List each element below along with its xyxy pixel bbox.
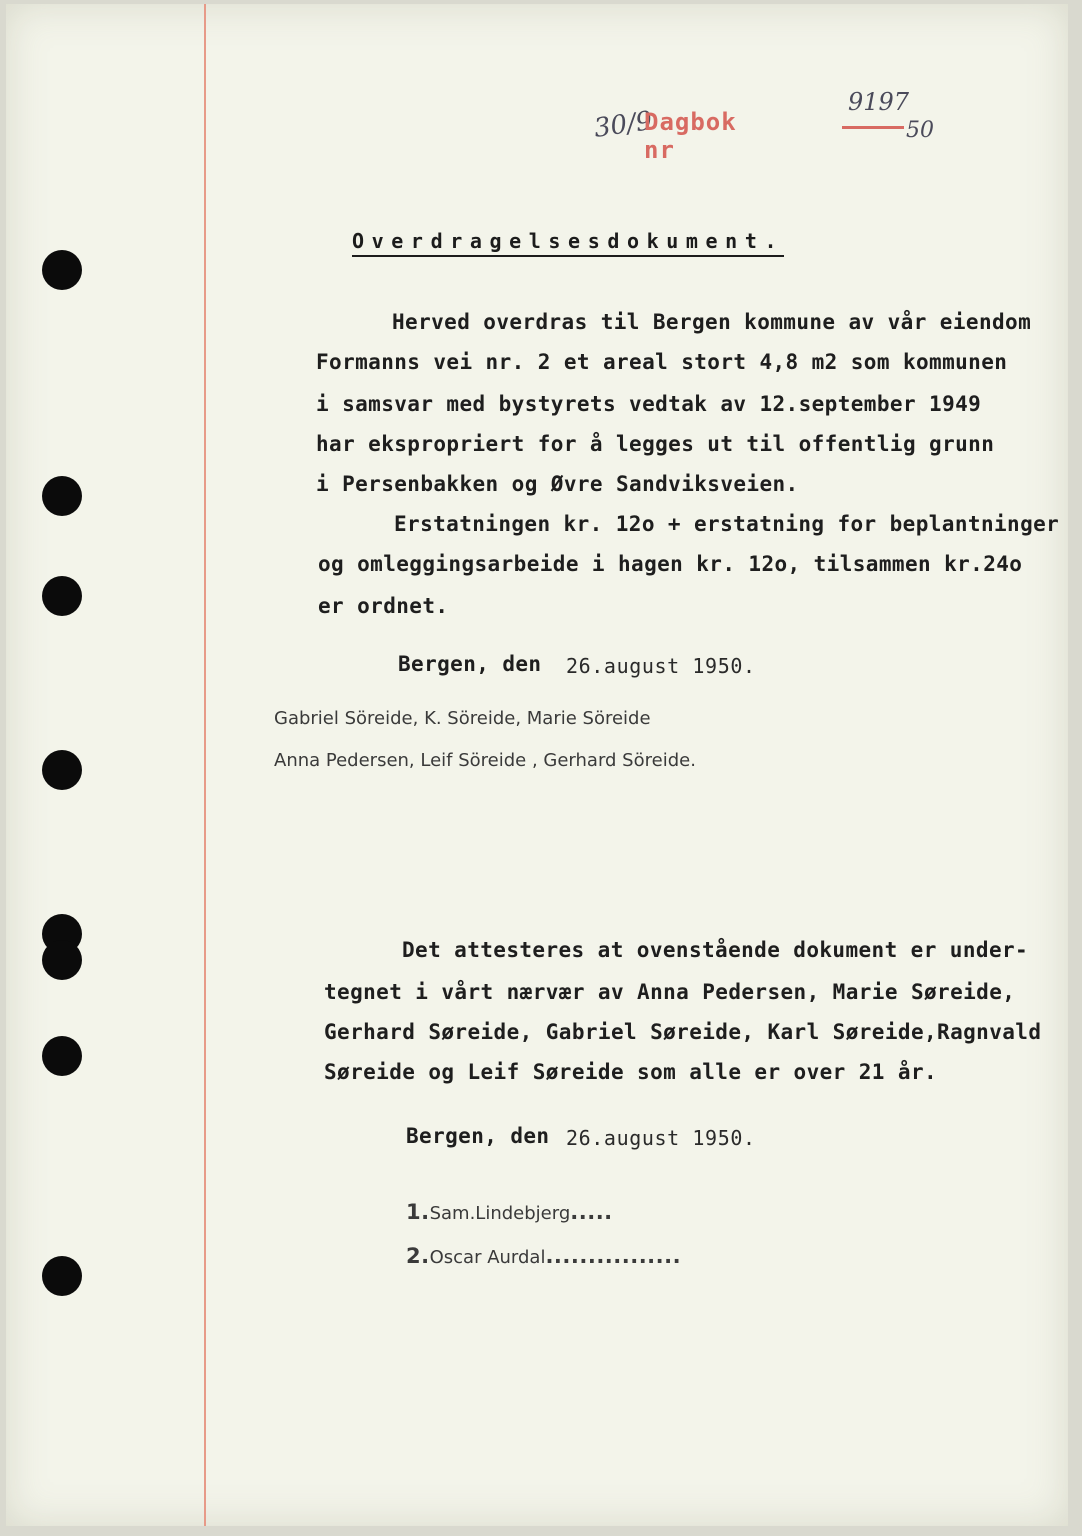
witness-line-2	[406, 1244, 681, 1268]
punch-hole	[42, 750, 82, 790]
witness-number: 2.	[406, 1244, 430, 1268]
punch-hole	[42, 1256, 82, 1296]
body-line: Herved overdras til Bergen kommune av vår eiendom	[392, 310, 1032, 334]
body-line: er ordnet.	[318, 594, 449, 618]
punch-hole	[42, 476, 82, 516]
signatory-line: Anna Pedersen, Leif Söreide , Gerhard Söreide.	[274, 750, 696, 771]
body-line: Erstatningen kr. 12o + erstatning for beplantninger	[394, 512, 1060, 536]
body-line: og omleggingsarbeide i hagen kr. 12o, tilsammen kr.24o	[318, 552, 1023, 576]
attestation-line: Det attesteres at ovenstående dokument er under-	[402, 938, 1029, 962]
witness-signature: Sam.Lindebjerg	[429, 1203, 571, 1224]
margin-rule	[204, 4, 206, 1526]
place-date-value: 26.august 1950.	[566, 654, 756, 678]
witness-number: 1.	[406, 1200, 430, 1224]
signature-dots: ................	[545, 1244, 682, 1268]
stamp-handwritten-date: 30/9	[592, 106, 655, 144]
punch-hole	[42, 1036, 82, 1076]
stamp-fraction-bar	[842, 126, 904, 129]
place-date-prefix: Bergen, den	[398, 652, 542, 676]
body-line: Formanns vei nr. 2 et areal stort 4,8 m2 som kommunen	[316, 350, 1008, 374]
document-title: Overdragelsesdokument.	[352, 229, 784, 257]
document-page	[6, 4, 1068, 1526]
punch-hole	[42, 250, 82, 290]
body-line: i Persenbakken og Øvre Sandviksveien.	[316, 472, 799, 496]
attestation-place-date-prefix: Bergen, den	[406, 1124, 550, 1148]
stamp-number: 9197	[848, 88, 910, 116]
attestation-line: Søreide og Leif Søreide som alle er over 21 år.	[324, 1060, 938, 1084]
punch-hole	[42, 940, 82, 980]
stamp-year: 50	[906, 118, 934, 143]
signatory-line: Gabriel Söreide, K. Söreide, Marie Söreide	[274, 708, 651, 729]
body-line: i samsvar med bystyrets vedtak av 12.september 1949	[316, 392, 982, 416]
attestation-line: tegnet i vårt nærvær av Anna Pedersen, Marie Søreide,	[324, 980, 1016, 1004]
witness-signature: Oscar Aurdal	[429, 1247, 546, 1268]
signature-dots: .....	[570, 1200, 613, 1224]
punch-hole	[42, 576, 82, 616]
body-line: har ekspropriert for å legges ut til offentlig grunn	[316, 432, 995, 456]
stamp-label: Dagbok nr	[644, 108, 737, 164]
attestation-line: Gerhard Søreide, Gabriel Søreide, Karl Søreide,Ragnvald	[324, 1020, 1042, 1044]
attestation-place-date-value: 26.august 1950.	[566, 1126, 756, 1150]
witness-line-1	[406, 1200, 613, 1224]
